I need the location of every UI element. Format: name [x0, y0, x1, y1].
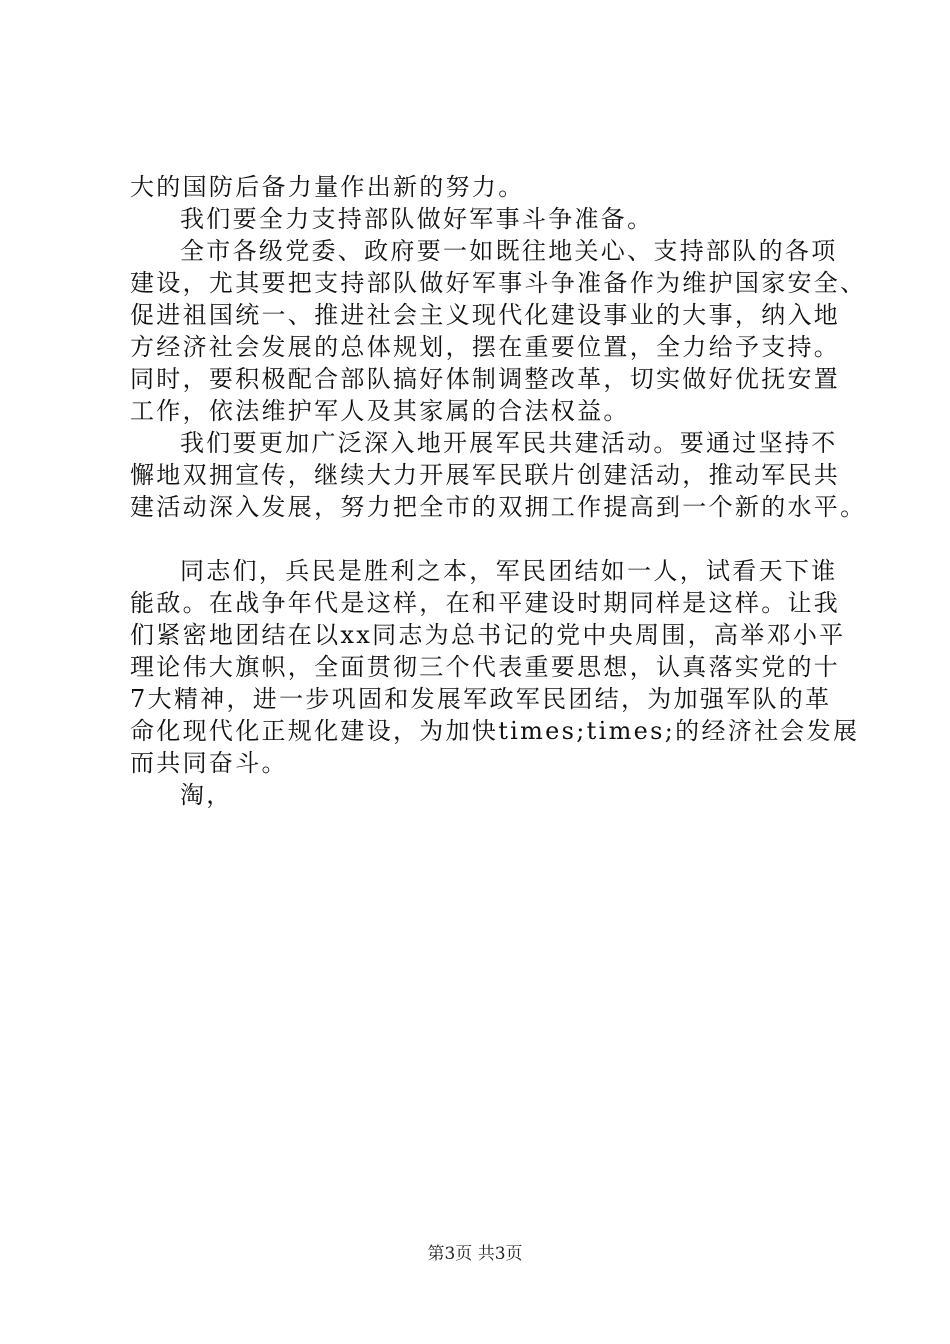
text-line: 同志们，兵民是胜利之本，军民团结如一人，试看天下谁	[180, 557, 838, 585]
text-line: 们紧密地团结在以xx同志为总书记的党中央周围，高举邓小平	[130, 621, 846, 649]
text-line: 命化现代化正规化建设，为加快times;times;的经济社会发展	[130, 717, 860, 745]
text-line: 建活动深入发展，努力把全市的双拥工作提高到一个新的水平。	[130, 493, 867, 521]
text-line: 我们要更加广泛深入地开展军民共建活动。要通过坚持不	[180, 429, 838, 457]
text-line: 淘，	[180, 781, 233, 809]
text-line: 理论伟大旗帜，全面贯彻三个代表重要思想，认真落实党的十	[130, 653, 841, 681]
text-line: 大的国防后备力量作出新的努力。	[130, 173, 525, 201]
document-body	[130, 171, 867, 811]
text-line: 全市各级党委、政府要一如既往地关心、支持部队的各项	[180, 237, 838, 265]
text-line: 我们要全力支持部队做好军事斗争准备。	[180, 205, 654, 233]
text-line: 工作，依法维护军人及其家属的合法权益。	[130, 397, 630, 425]
text-line: 方经济社会发展的总体规划，摆在重要位置，全力给予支持。	[130, 333, 841, 361]
text-line: 懈地双拥宣传，继续大力开展军民联片创建活动，推动军民共	[130, 461, 841, 489]
page-footer: 第3页 共3页	[427, 1244, 523, 1264]
text-line: 同时，要积极配合部队搞好体制调整改革，切实做好优抚安置	[130, 365, 841, 393]
paragraph-gap	[130, 523, 834, 555]
text-line: 7大精神，进一步巩固和发展军政军民团结，为加强军队的革	[130, 685, 832, 713]
text-line: 促进祖国统一、推进社会主义现代化建设事业的大事，纳入地	[130, 301, 841, 329]
text-line: 能敌。在战争年代是这样，在和平建设时期同样是这样。让我	[130, 589, 841, 617]
text-line: 而共同奋斗。	[130, 749, 288, 777]
text-line: 建设，尤其要把支持部队做好军事斗争准备作为维护国家安全、	[130, 269, 867, 297]
